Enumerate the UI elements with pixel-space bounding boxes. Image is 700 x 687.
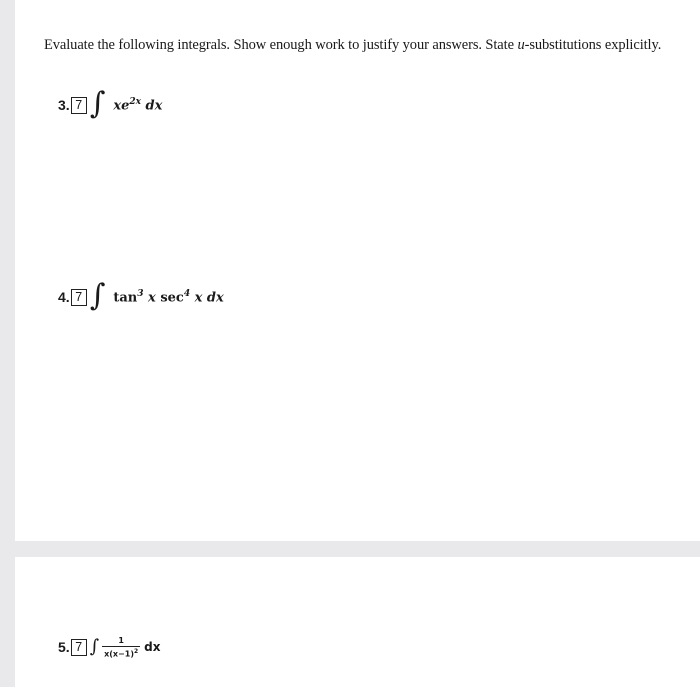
problem-number: 3. [58, 97, 70, 113]
variable-x: x [194, 290, 203, 306]
problem-5 [58, 636, 161, 659]
instructions-u-variable: u [517, 37, 525, 53]
instructions-part-1: Evaluate the following integrals. Show enough work to justify your answers. State [44, 37, 518, 53]
integral-sign-icon: ∫ [89, 278, 106, 313]
integrand [113, 97, 162, 113]
integrand [113, 289, 223, 305]
points-box: 7 [71, 289, 87, 306]
variable-x: x [148, 290, 156, 306]
points-box: 7 [71, 97, 87, 114]
fraction [102, 636, 140, 659]
fraction-denominator [102, 646, 140, 659]
problem-4 [58, 278, 224, 313]
integral-sign-icon: ∫ [89, 636, 100, 658]
integrand-base: xe [113, 98, 130, 114]
differential: dx [145, 98, 163, 114]
denominator-exponent: 2 [133, 648, 139, 655]
tan-exponent: 3 [137, 288, 144, 299]
worksheet-page-2 [15, 557, 700, 687]
points-box: 7 [71, 639, 87, 656]
differential: dx [144, 640, 161, 655]
sec-exponent: 4 [183, 288, 191, 299]
sec-function: sec [160, 290, 184, 306]
problem-number: 4. [58, 289, 70, 305]
worksheet-page-1 [15, 0, 700, 541]
fraction-numerator: 1 [118, 636, 124, 645]
integrand-exponent: 2x [129, 96, 141, 107]
differential: dx [206, 290, 224, 306]
denominator-base: x(x−1) [104, 649, 134, 659]
instructions-part-2: -substitutions explicitly. [524, 37, 662, 53]
integral-sign-icon: ∫ [89, 86, 106, 121]
problem-3 [58, 86, 163, 121]
problem-number: 5. [58, 639, 70, 656]
instructions-text [44, 37, 661, 54]
tan-function: tan [113, 290, 138, 306]
